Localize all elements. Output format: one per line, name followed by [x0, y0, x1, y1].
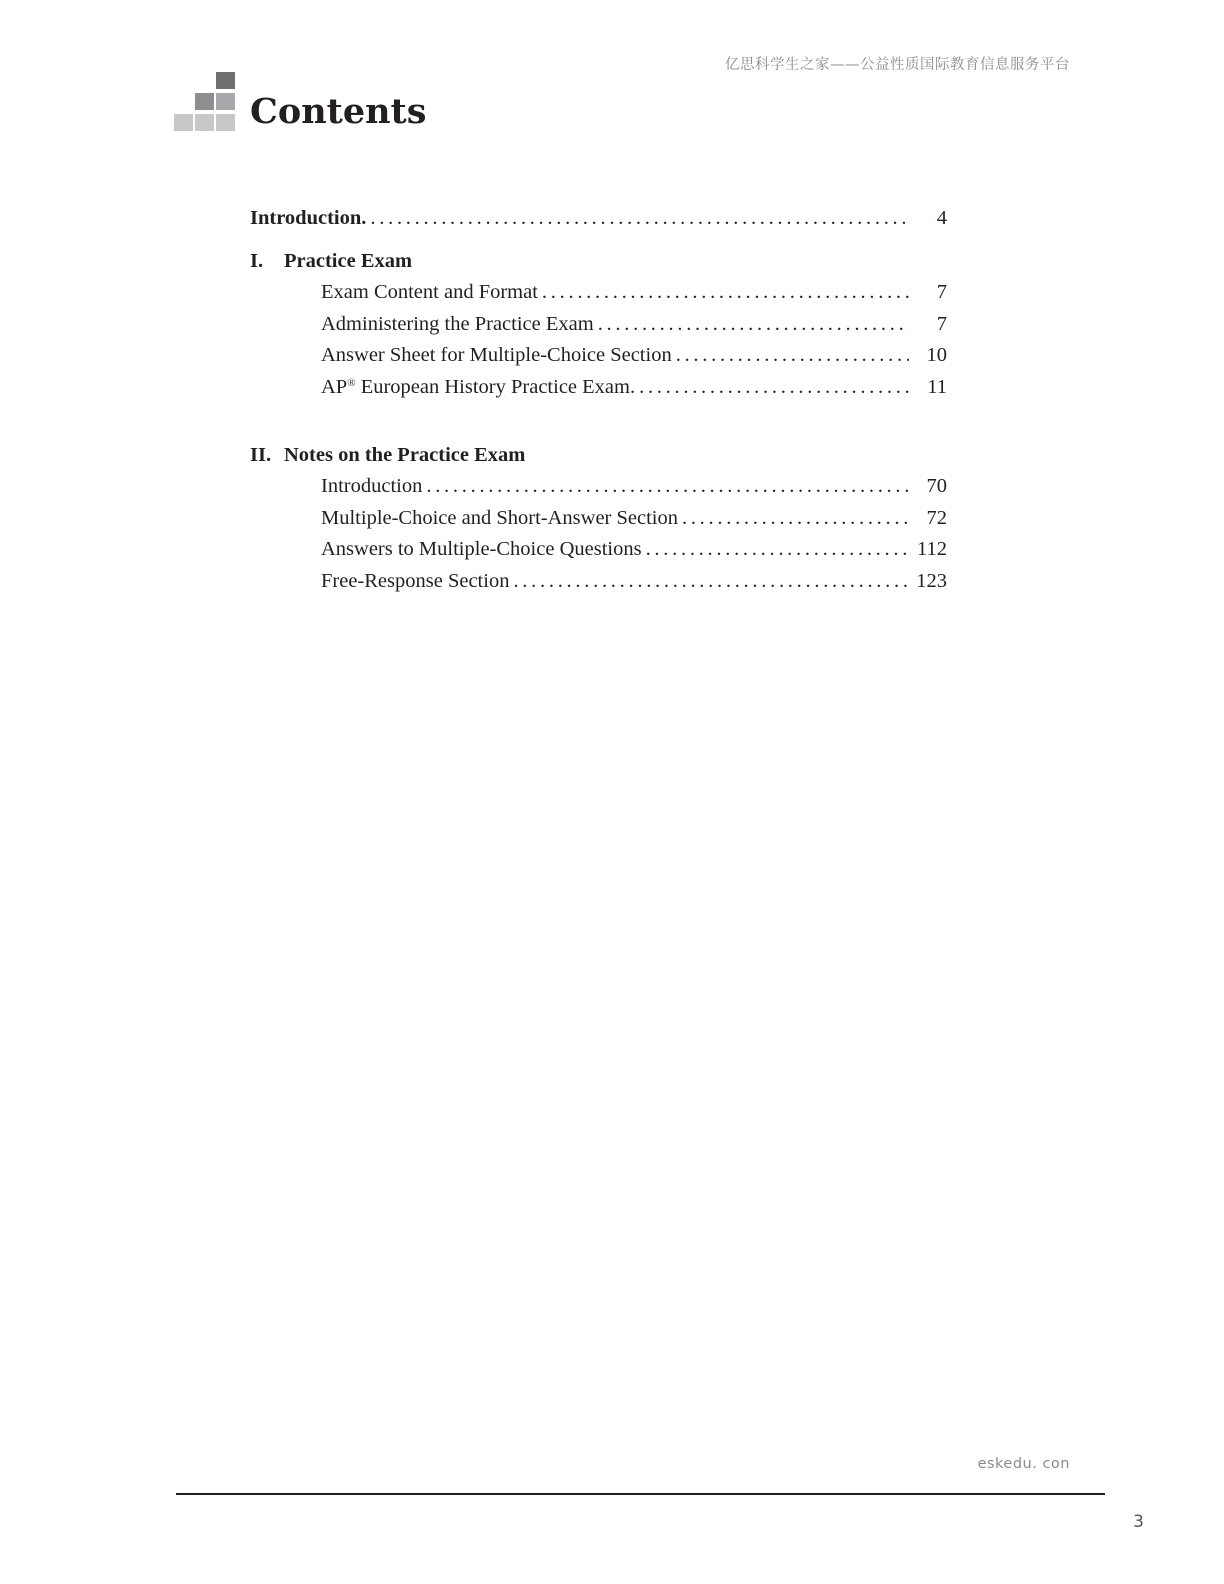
toc-entry[interactable] [250, 471, 947, 503]
toc-entry-label: Multiple-Choice and Short-Answer Section [321, 506, 678, 529]
toc-page-number: 7 [936, 281, 947, 304]
toc-entry[interactable] [250, 372, 947, 404]
dot-leader [682, 503, 909, 535]
dot-leader [513, 566, 909, 598]
toc-page-number: 70 [926, 475, 947, 498]
stacked-squares-logo-icon [174, 72, 236, 132]
toc-section-heading-1 [250, 246, 947, 278]
toc-page-number: 10 [926, 344, 947, 367]
dot-leader [598, 309, 909, 341]
toc-entry-introduction[interactable] [250, 203, 947, 235]
registered-mark: ® [347, 376, 356, 389]
section-number: II. [250, 443, 272, 466]
toc-entry-label: Exam Content and Format [321, 281, 538, 304]
toc-page-number: 4 [936, 207, 947, 229]
toc-page-number: 7 [936, 312, 947, 335]
footer-site-watermark: eskedu. con [977, 1456, 1070, 1472]
toc-page-number: 72 [926, 506, 947, 529]
toc-entry[interactable] [250, 534, 947, 566]
toc-entry[interactable] [250, 277, 947, 309]
dot-leader [646, 534, 909, 566]
toc-entry-label: Free-Response Section [321, 569, 510, 592]
toc-entry-label: Answers to Multiple-Choice Questions [321, 538, 642, 561]
dot-leader [370, 203, 909, 235]
toc-entry[interactable] [250, 503, 947, 535]
toc-entry-label: Answer Sheet for Multiple-Choice Section [321, 344, 672, 367]
header-watermark: 亿思科学生之家——公益性质国际教育信息服务平台 [725, 57, 1070, 73]
section-title: Notes on the Practice Exam [284, 443, 526, 466]
toc-page-number: 112 [917, 538, 947, 561]
toc-entry-label: Introduction. [250, 207, 367, 229]
table-of-contents [250, 203, 947, 598]
toc-entry-label: Introduction [321, 475, 423, 498]
toc-entry[interactable] [250, 340, 947, 372]
toc-page-number: 11 [927, 375, 947, 398]
toc-entry-label: Administering the Practice Exam [321, 312, 594, 335]
dot-leader [426, 471, 909, 503]
page-number: 3 [1133, 1512, 1144, 1532]
section-number: I. [250, 249, 264, 272]
footer-rule [176, 1493, 1105, 1495]
dot-leader [542, 277, 909, 309]
toc-entry[interactable] [250, 309, 947, 341]
label-prefix: AP [321, 375, 348, 398]
dot-leader [676, 340, 909, 372]
toc-entry-label [321, 372, 635, 404]
page-title: Contents [250, 91, 427, 132]
toc-page-number: 123 [916, 569, 947, 592]
label-suffix: European History Practice Exam. [355, 375, 636, 398]
toc-section-heading-2 [250, 440, 947, 472]
section-title: Practice Exam [284, 249, 413, 272]
toc-entry[interactable] [250, 566, 947, 598]
dot-leader [639, 372, 909, 404]
